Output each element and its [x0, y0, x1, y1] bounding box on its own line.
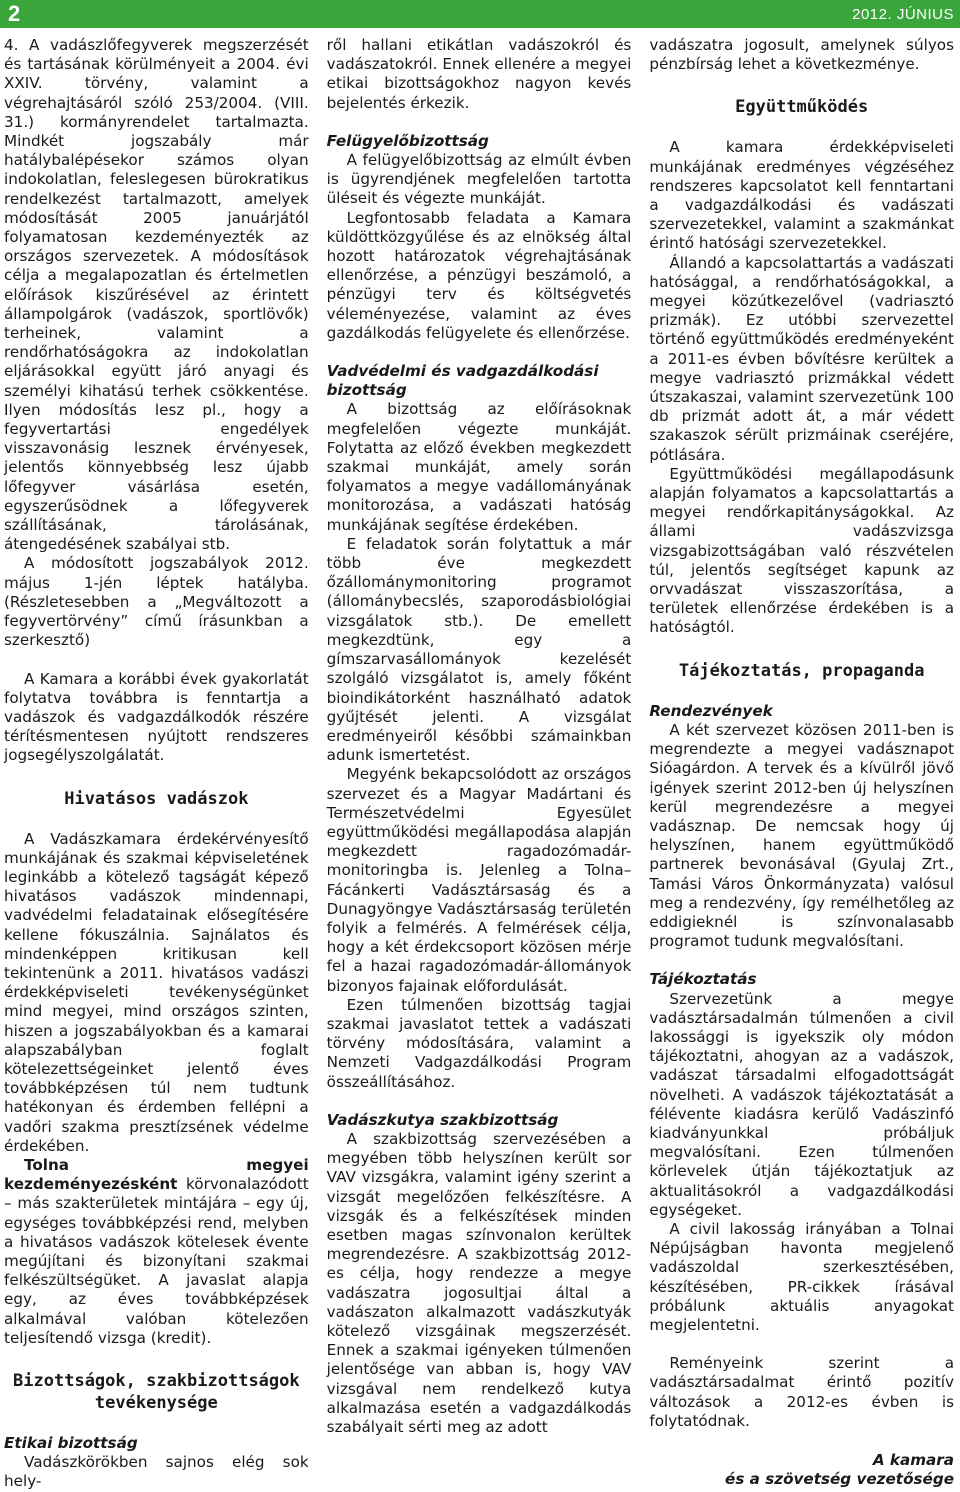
section-heading: Bizottságok, szakbizottságok tevékenysége	[13, 1371, 300, 1413]
paragraph: A Kamara a korábbi évek gyakorlatát folytatva továbbra is fenntartja a vadászok és vadgazdálkodók részére térítésmentesen nyújtott rendszeres jogsegélyszolgálatát.	[4, 669, 309, 765]
paragraph: A Vadászkamara érdekérvényesítő munkájának és szakmai képviseletének leginkább a kötelező tagságát képező hivatásos vadászok mindennapi, vadvédelmi feladatainak elősegítésére kellene fókuszálnia. Sajnálatos és mindenképpen kritikusan kell tekintenünk a 2011. hivatásos vadászi érdekképviseleti tevékenységünket mind megyei, mind országos szinten, hiszen a jogszabályokban és a kamarai alapszabályban foglalt kötelezettségeinket jelentő éves továbbképzésen túl nem tudtunk hatékonyan és érdemben fellépni a vadőri szakma presztízsének védelme érdekében.	[4, 829, 309, 1155]
paragraph: Állandó a kapcsolattartás a vadászati hatósággal, a rendőrhatóságokkal, a megyei közútkezelővel (vadriasztó prizmák). Ez utóbbi szervezettel történő együttműködés eredményeként a 2011-es évben bővítésre kerültek a megye vadriasztó prizmákkal védett útszakaszai, valamint szervezetünk 100 db prizmát adott át, a már védett szakaszok sérült prizmáinak cseréjére, pótlására.	[649, 253, 955, 464]
signature	[649, 1451, 954, 1489]
bold-lead: Tolna megyei kezdeményezésként	[4, 1155, 309, 1194]
subsection-heading: Vadvédelmi és vadgazdálkodási bizottság	[326, 362, 599, 400]
subsection-heading: Tájékoztatás	[649, 970, 757, 989]
paragraph: 4. A vadászlőfegyverek megszerzését és tartásának körülményeit a 2004. évi XXIV. törvény, valamint a végrehajtásáról szóló 253/2004. (VIII. 31.) kormányrendelet tartalmazta. Mindkét jogszabály már hatálybalépésekor számos olyan indokolatlan, feleslegesen bürokratikus rendelkezést tartalmazott, amelyek módosítását 2005 januárjától folyamatosan kezdeményezték az országos szervezetek. A módosítások célja a megalapozatlan és értelmetlen előírások kiszűrésével az érintett állampolgárok (vadászok, sportlövők) terheinek, valamint a rendőrhatóságokra az indokolatlan eljárásokkal együtt járó anyagi és személyi kihatású terhek csökkentése. Ilyen módosítás lesz pl., hogy a fegyvertartási engedélyek visszavonásig lesznek érvényesek, jelentős könnyebbség lesz újabb lőfegyver vásárlása esetén, egyszerűsödnek a lőfegyverek szállításának, tárolásának, átengedésének szabályai stb.	[4, 36, 309, 554]
signature-line-1: A kamara	[872, 1451, 955, 1469]
paragraph: Reményeink szerint a vadásztársadalmat érintő pozitív változások a 2012-es évben is folytatódnak.	[649, 1354, 955, 1430]
signature-line-2: és a szövetség vezetősége	[725, 1470, 955, 1489]
subsection-heading: Vadászkutya szakbizottság	[326, 1110, 559, 1129]
paragraph: A felügyelőbizottság az elmúlt évben is ügyrendjének megfelelően tartotta üléseit és végezte munkáját.	[326, 151, 632, 208]
column-1	[4, 36, 309, 1491]
paragraph: ről hallani etikátlan vadászokról és vadászatokról. Ennek ellenére a megyei etikai bizottságokhoz nagyon kevés bejelentés érkezik.	[326, 36, 632, 112]
subsection-heading: Etikai bizottság	[4, 1434, 138, 1452]
paragraph: Megyénk bekapcsolódott az országos szervezet és a Magyar Madártani és Természetvédelmi Egyesület együttműködési megállapodása alapján megkezdett ragadozómadár-monitoringba is. Jelenleg a Tolna–Fácánkerti Vadásztársaság és a Dunagyöngye Vadásztársaság területén folyik a felmérés. A felmérések célja, hogy a két érdekcsoport közösen mérje fel a hazai ragadozómadár-állományok bizonyos fajainak előfordulását.	[326, 765, 632, 995]
page-header	[0, 0, 960, 28]
paragraph-text: körvonalazódott – más szakterületek mintájára – egy új, egységes továbbképzési rend, melyben a hivatásos vadászok kötelesek évente megújítani és bizonyítani szakmai felkészültségüket. A javaslat alapja egy, az éves továbbképzések alkalmával valóban kötelezően teljesítendő vizsga (kredit).	[4, 1175, 309, 1347]
article-body	[0, 36, 960, 1491]
paragraph: vadászatra jogosult, amelynek súlyos pénzbírság lehet a következménye.	[649, 36, 955, 74]
section-heading: Tájékoztatás, propaganda	[678, 660, 925, 681]
paragraph: Együttműködési megállapodásunk alapján folyamatos a kapcsolattartás a megyei rendőrkapitányságokkal. Az állami vadászvizsga vizsgabizottságában való részvételen túl, jelentős segítséget kapunk az orvvadászat visszaszorítása, a területek ellenőrzése érdekében is a hatóságtól.	[649, 464, 955, 637]
paragraph: Ezen túlmenően bizottság tagjai szakmai javaslatot tettek a vadászati törvény módosítására, valamint a Nemzeti Vadgazdálkodási Program összeállításához.	[326, 995, 632, 1091]
page-number: 2	[8, 1, 21, 26]
column-2	[326, 36, 632, 1437]
column-3	[649, 36, 955, 1489]
paragraph: A módosított jogszabályok 2012. május 1-jén léptek hatályba. (Részletesebben a „Megváltozott a fegyvertörvény” című írásunkban a szerkesztő)	[4, 554, 309, 650]
paragraph: Vadászkörökben sajnos elég sok hely-	[4, 1453, 309, 1491]
paragraph: A bizottság az előírásoknak megfelelően végezte munkáját. Folytatta az előző években megkezdett szakmai munkáját, amely során folyamatos a megye vadállományának monitorozása, a vadászati hatóság munkájának segítése érdekében.	[326, 400, 632, 534]
paragraph: A civil lakosság irányában a Tolnai Népújságban havonta megjelenő vadászoldal szerkesztésében, készítésében, PR-cikkek írásával próbálunk aktuális anyagokat megjelentetni.	[649, 1219, 955, 1334]
paragraph: A kamara érdekképviseleti munkájának eredményes végzéséhez rendszeres kapcsolatot kell fenntartani a vadgazdálkodási és vadászati szervezetekkel, valamint a szakmánkat érintő hatósági szervezetekkel.	[649, 138, 955, 253]
issue-date: 2012. JÚNIUS	[852, 5, 954, 23]
subsection-heading: Rendezvények	[649, 701, 773, 720]
paragraph: E feladatok során folytattuk a már több éve megkezdett őzállománymonitoring programot (állománybecslés, szaporodásbiológiai vizsgálatok stb.). De emellett megkezdtünk, egy a gímszarvasállományok kezelését szolgáló vizsgálatot is, amely főként bioindikátorként használható adatok gyűjtését jelenti. A vizsgálat eredményeiről későbbi számainkban adunk ismertetést.	[326, 534, 632, 765]
paragraph: Szervezetünk a megye vadásztársadalmán túlmenően a civil lakossággi is igyekszik oly módon tájékoztatni, ahogyan az a vadászok, vadászat társadalmi elfogadottságát növelheti. A vadászok tájékoztatását a félévente kiadásra kerülő Vadászinfó kiadványunkkal próbáljuk megvalósítani. Ezen túlmenően körlevelek útján tájékoztatjuk az aktualitásokról a vadgazdálkodási egységeket.	[649, 989, 955, 1219]
section-heading: Együttműködés	[735, 97, 869, 118]
paragraph: A két szervezet közösen 2011-ben is megrendezte a megyei vadásznapot Sióagárdon. A tervek és a kívülről jövő igények szerint 2012-ben új helyszínen kerül megrendezésre a megyei vadásznap. De nemcsak hogy új helyszínen, hanem együttműködő partnerek bevonásával (Gyulaj Zrt., Tamási Város Önkormányzata) valósul meg a rendezvény, így remélhetőleg az eddigieknél is színvonalasabb programot tudunk megvalósítani.	[649, 720, 955, 951]
paragraph	[4, 1156, 309, 1348]
paragraph: Legfontosabb feladata a Kamara küldöttközgyűlése és az elnökség által hozott határozatok végrehajtásának ellenőrzése, a pénzügyi beszámoló, a pénzügyi terv és költségvetés véleményezése, valamint az éves gazdálkodás felügyelete és ellenőrzése.	[326, 208, 632, 342]
section-heading: Hivatásos vadászok	[64, 788, 249, 809]
paragraph: A szakbizottság szervezésében a megyében több helyszínen került sor VAV vizsgákra, valamint igény szerint a vizsgát megelőzően felkészítésre. A vizsgák és a felkészítések minden esetben magas színvonalon kerültek megrendezésre. A szakbizottság 2012-es célja, hogy rendezze a megye vadászatra jogosultjai által a vadászaton alkalmazott vadászkutyák kötelező vizsgáinak megszerzését. Ennek a szakmai igényeken túlmenően jelentősége van abban is, hogy VAV vizsgával nem rendelkező kutya alkalmazása esetén a vadgazdálkodás szabályait sérti meg az adott	[326, 1129, 632, 1437]
subsection-heading: Felügyelőbizottság	[326, 131, 489, 150]
